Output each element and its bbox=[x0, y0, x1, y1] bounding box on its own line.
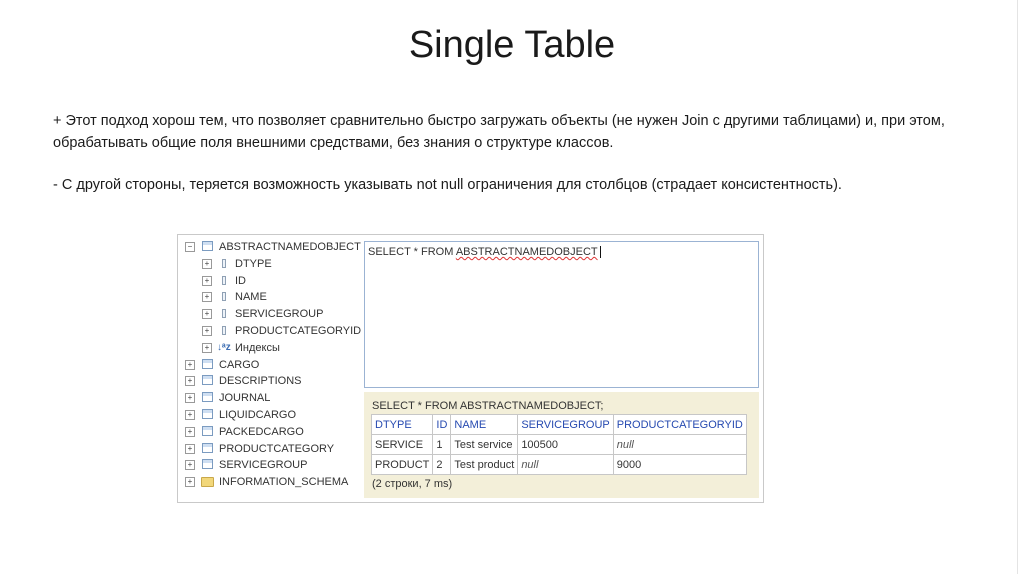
table-row bbox=[372, 455, 747, 475]
table-cell: SERVICE bbox=[372, 435, 433, 455]
table-cell: null bbox=[613, 435, 746, 455]
tree-node-label: JOURNAL bbox=[219, 392, 271, 405]
tree-node-label: NAME bbox=[235, 291, 267, 304]
column-header[interactable]: PRODUCTCATEGORYID bbox=[613, 415, 746, 435]
tree-node-label: DESCRIPTIONS bbox=[219, 375, 302, 388]
tree-node-label: PACKEDCARGO bbox=[219, 425, 304, 438]
expand-toggle-icon[interactable]: + bbox=[185, 393, 195, 403]
table-icon bbox=[202, 443, 213, 453]
tree-node-label: ID bbox=[235, 274, 246, 287]
slide-edge bbox=[1017, 0, 1018, 574]
tree-node-label: ABSTRACTNAMEDOBJECT bbox=[219, 241, 361, 253]
sql-editor-text bbox=[368, 246, 601, 258]
tree-node-label: PRODUCTCATEGORYID bbox=[235, 325, 362, 337]
tree-node-label: CARGO bbox=[219, 358, 260, 371]
column-icon bbox=[222, 309, 226, 318]
table-icon bbox=[202, 459, 213, 469]
table-cell: PRODUCT bbox=[372, 455, 433, 475]
table-cell: 100500 bbox=[518, 435, 613, 455]
slide-title: Single Table bbox=[408, 24, 616, 66]
sql-editor-object: ABSTRACTNAMEDOBJECT bbox=[455, 246, 598, 258]
expand-toggle-icon[interactable]: + bbox=[202, 259, 212, 269]
expand-toggle-icon[interactable]: + bbox=[185, 427, 195, 437]
expand-toggle-icon[interactable]: + bbox=[185, 360, 195, 370]
results-header-row bbox=[372, 415, 747, 435]
expand-toggle-icon[interactable]: + bbox=[185, 376, 195, 386]
table-icon bbox=[202, 241, 213, 251]
expand-toggle-icon[interactable]: + bbox=[185, 477, 195, 487]
table-icon bbox=[202, 409, 213, 419]
table-cell: 1 bbox=[433, 435, 451, 455]
database-screenshot bbox=[177, 234, 764, 503]
expand-toggle-icon[interactable]: + bbox=[202, 309, 212, 319]
expand-toggle-icon[interactable]: − bbox=[185, 242, 195, 252]
folder-icon bbox=[201, 477, 214, 487]
table-cell: Test service bbox=[451, 435, 518, 455]
expand-toggle-icon[interactable]: + bbox=[185, 410, 195, 420]
results-query: SELECT * FROM ABSTRACTNAMEDOBJECT; bbox=[372, 400, 604, 412]
tree-node-label: SERVICEGROUP bbox=[219, 459, 308, 472]
expand-toggle-icon[interactable]: + bbox=[185, 460, 195, 470]
tree-node-label: SERVICEGROUP bbox=[235, 308, 324, 321]
table-icon bbox=[202, 392, 213, 402]
table-cell: null bbox=[518, 455, 613, 475]
sql-editor[interactable] bbox=[364, 241, 759, 388]
column-icon bbox=[222, 292, 226, 301]
expand-toggle-icon[interactable]: + bbox=[202, 292, 212, 302]
results-count: (2 строки, 7 ms) bbox=[372, 478, 453, 490]
column-icon bbox=[222, 276, 226, 285]
expand-toggle-icon[interactable]: + bbox=[185, 444, 195, 454]
expand-toggle-icon[interactable]: + bbox=[202, 326, 212, 336]
con-paragraph: - С другой стороны, теряется возможность указывать not null ограничения для столбцов (страдает консистентность). bbox=[53, 177, 842, 193]
sql-editor-prefix: SELECT * FROM bbox=[368, 246, 456, 258]
expand-toggle-icon[interactable]: + bbox=[202, 343, 212, 353]
table-icon bbox=[202, 359, 213, 369]
tree-node-label: PRODUCTCATEGORY bbox=[219, 442, 335, 455]
index-icon: ↓ᵃz bbox=[217, 341, 231, 353]
schema-tree bbox=[178, 235, 364, 502]
column-header[interactable]: NAME bbox=[451, 415, 518, 435]
table-icon bbox=[202, 375, 213, 385]
pro-paragraph: + Этот подход хорош тем, что позволяет сравнительно быстро загружать объекты (не нужен Join с другими таблицами) и, при этом, обрабатывать общие поля внешними средствами, без знания о структуре классов. bbox=[53, 113, 945, 151]
tree-node-label: LIQUIDCARGO bbox=[219, 409, 297, 421]
tree-node-label: Индексы bbox=[235, 341, 280, 354]
column-header[interactable]: SERVICEGROUP bbox=[518, 415, 613, 435]
table-row bbox=[372, 435, 747, 455]
results-table bbox=[371, 414, 747, 475]
results-panel bbox=[364, 392, 759, 498]
tree-node-label: INFORMATION_SCHEMA bbox=[219, 476, 349, 489]
column-icon bbox=[222, 326, 226, 335]
table-cell: Test product bbox=[451, 455, 518, 475]
tree-node-label: DTYPE bbox=[235, 257, 272, 270]
text-caret bbox=[600, 246, 601, 258]
table-cell: 9000 bbox=[613, 455, 746, 475]
column-icon bbox=[222, 259, 226, 268]
results-body bbox=[372, 435, 747, 475]
expand-toggle-icon[interactable]: + bbox=[202, 276, 212, 286]
column-header[interactable]: DTYPE bbox=[372, 415, 433, 435]
table-icon bbox=[202, 426, 213, 436]
column-header[interactable]: ID bbox=[433, 415, 451, 435]
table-cell: 2 bbox=[433, 455, 451, 475]
